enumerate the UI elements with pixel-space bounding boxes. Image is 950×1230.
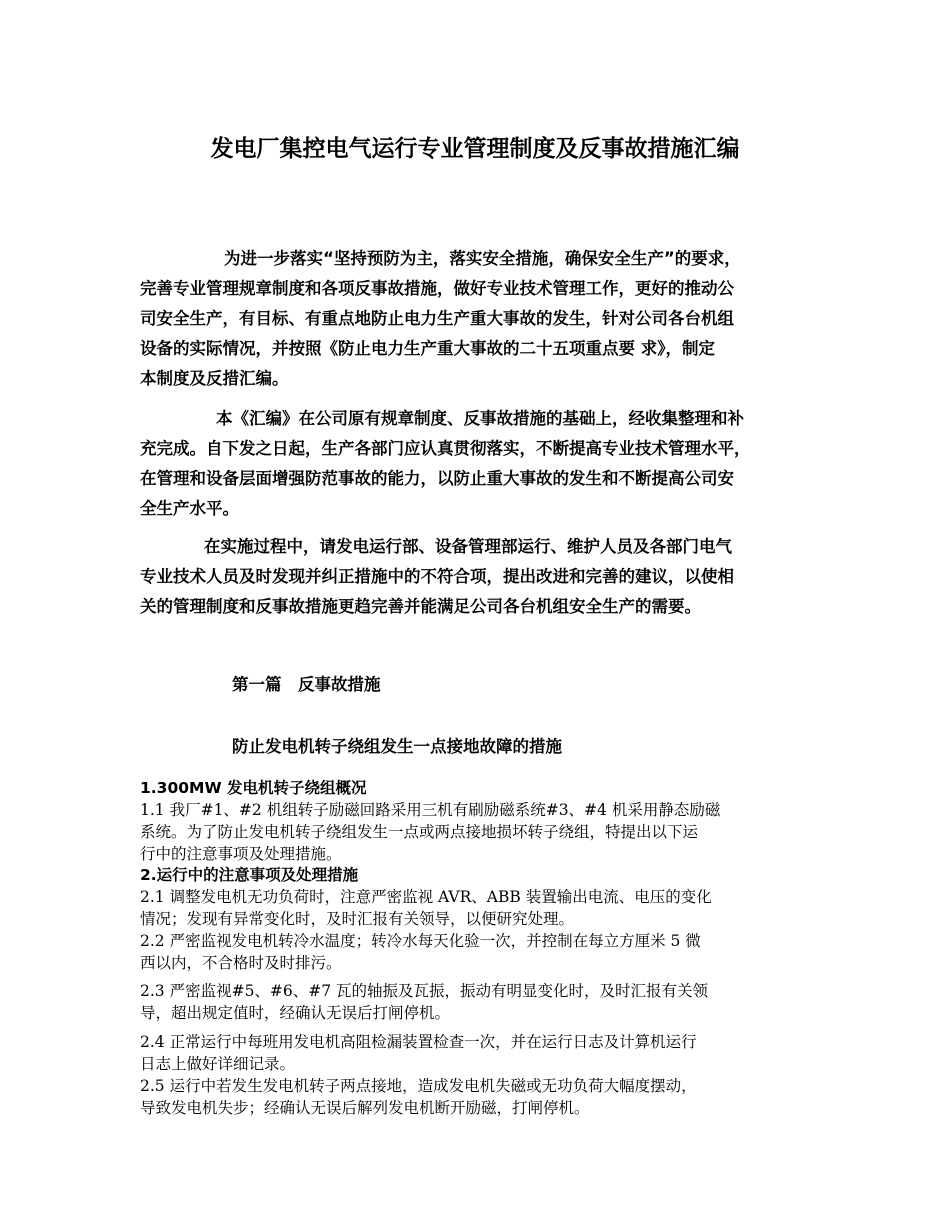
item-2-4 [140, 1031, 820, 1075]
text-line: 在实施过程中，请发电运行部、设备管理部运行、维护人员及各部门电气 [204, 537, 732, 556]
text-line: 专业技术人员及时发现并纠正措施中的不符合项，提出改进和完善的建议，以使相 [140, 567, 734, 586]
item-2-1 [140, 886, 820, 930]
text-line: 在管理和设备层面增强防范事故的能力，以防止重大事故的发生和不断提高公司安 [140, 469, 734, 488]
text-line: 行中的注意事项及处理措施。 [140, 845, 342, 863]
text-line: 充完成。自下发之日起，生产各部门应认真贯彻落实，不断提高专业技术管理水平， [140, 439, 751, 458]
intro-paragraph-1 [140, 244, 820, 394]
item-1-1 [140, 799, 820, 865]
text-line: 本制度及反措汇编。 [140, 369, 289, 388]
text-line: 为进一步落实“坚持预防为主，落实安全措施，确保安全生产”的要求， [224, 249, 741, 268]
text-line: 全生产水平。 [140, 499, 239, 518]
measure-heading: 防止发电机转子绕组发生一点接地故障的措施 [232, 737, 562, 756]
item-2-3 [140, 980, 820, 1024]
text-line: 日志上做好详细记录。 [140, 1055, 296, 1073]
text-line: 2.1 调整发电机无功负荷时，注意严密监视 AVR、ABB 装置输出电流、电压的变化 [140, 888, 712, 906]
text-line: 本《汇编》在公司原有规章制度、反事故措施的基础上，经收集整理和补 [216, 409, 744, 428]
text-line: 西以内，不合格时及时排污。 [140, 954, 342, 972]
item-2-5 [140, 1075, 820, 1119]
document-title: 发电厂集控电气运行专业管理制度及反事故措施汇编 [210, 136, 740, 162]
item-2-2 [140, 930, 820, 974]
text-line: 司安全生产，有目标、有重点地防止电力生产重大事故的发生，针对公司各台机组 [140, 309, 734, 328]
text-line: 完善专业管理规章制度和各项反事故措施，做好专业技术管理工作，更好的推动公 [140, 279, 734, 298]
text-line: 情况；发现有异常变化时，及时汇报有关领导，以便研究处理。 [140, 910, 575, 928]
text-line: 系统。为了防止发电机转子绕组发生一点或两点接地损坏转子绕组，特提出以下运 [140, 823, 699, 841]
text-line: 2.5 运行中若发生发电机转子两点接地，造成发电机失磁或无功负荷大幅度摆动， [140, 1077, 697, 1095]
text-line: 1.1 我厂#1、#2 机组转子励磁回路采用三机有刷励磁系统#3、#4 机采用静态励磁 [140, 801, 721, 819]
text-line: 2.2 严密监视发电机转冷水温度；转冷水每天化验一次，并控制在每立方厘米 5 微 [140, 932, 701, 950]
text-line: 设备的实际情况，并按照《防止电力生产重大事故的二十五项重点要 求》，制定 [140, 339, 715, 358]
intro-paragraph-3 [140, 532, 820, 622]
section-2-title: 2.运行中的注意事项及处理措施 [140, 866, 359, 884]
text-line: 2.4 正常运行中每班用发电机高阻检漏装置检查一次，并在运行日志及计算机运行 [140, 1033, 697, 1051]
text-line: 导，超出规定值时，经确认无误后打闸停机。 [140, 1004, 451, 1022]
text-line: 关的管理制度和反事故措施更趋完善并能满足公司各台机组安全生产的需要。 [140, 597, 701, 616]
text-line: 2.3 严密监视#5、#6、#7 瓦的轴振及瓦振，振动有明显变化时，及时汇报有关领 [140, 982, 709, 1000]
part-heading: 第一篇 反事故措施 [232, 675, 381, 694]
section-1-title: 1.300MW 发电机转子绕组概况 [140, 779, 367, 797]
intro-paragraph-2 [140, 404, 820, 524]
text-line: 导致发电机失步；经确认无误后解列发电机断开励磁，打闸停机。 [140, 1099, 590, 1117]
